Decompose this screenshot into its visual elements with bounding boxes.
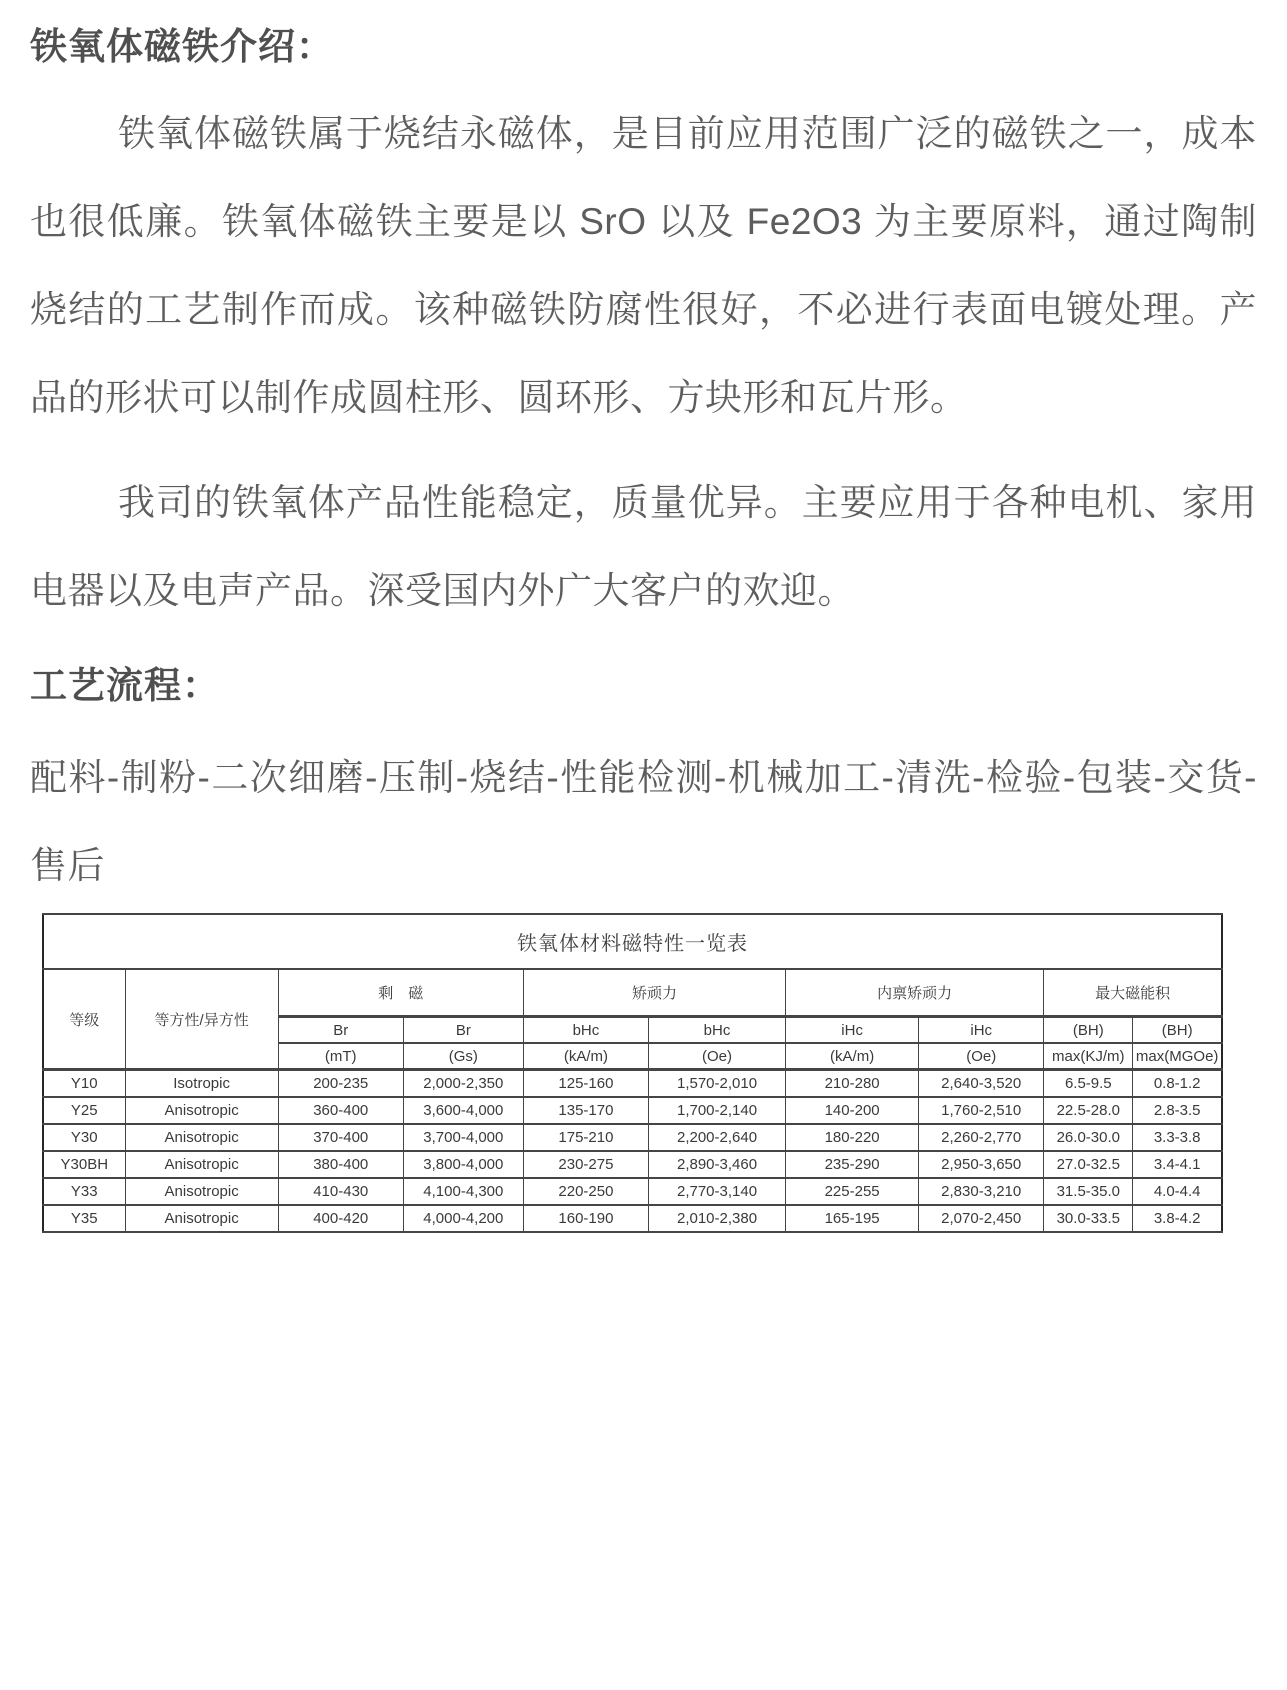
table-cell: 370-400 [278,1124,403,1151]
table-title-row [43,914,1222,969]
table-row [43,1205,1222,1232]
table-cell: 31.5-35.0 [1044,1178,1133,1205]
table-cell: 180-220 [786,1124,919,1151]
col-header-unit: (mT) [278,1043,403,1070]
table-cell: 3.4-4.1 [1133,1151,1222,1178]
table-cell: 2,000-2,350 [403,1070,523,1098]
ferrite-properties-table [42,913,1223,1233]
col-header-unit: (Oe) [648,1043,785,1070]
table-row [43,1178,1222,1205]
table-cell: 3,700-4,000 [403,1124,523,1151]
table-cell: 0.8-1.2 [1133,1070,1222,1098]
table-cell: 3.8-4.2 [1133,1205,1222,1232]
table-cell: 2.8-3.5 [1133,1097,1222,1124]
table-cell: 3,800-4,000 [403,1151,523,1178]
table-cell: Anisotropic [125,1178,278,1205]
table-cell: Anisotropic [125,1097,278,1124]
table-cell: 160-190 [523,1205,648,1232]
table-row [43,1124,1222,1151]
table-cell: 175-210 [523,1124,648,1151]
table-cell: 4.0-4.4 [1133,1178,1222,1205]
table-cell: 2,770-3,140 [648,1178,785,1205]
table-cell: 1,570-2,010 [648,1070,785,1098]
col-header-unit: max(MGOe) [1133,1043,1222,1070]
table-row [43,1097,1222,1124]
table-cell: 2,830-3,210 [919,1178,1044,1205]
col-header-symbol: (BH) [1044,1017,1133,1044]
intro-paragraph-2: 我司的铁氧体产品性能稳定，质量优异。主要应用于各种电机、家用电器以及电声产品。深受国内外广大客户的欢迎。 [30,482,1257,611]
table-cell: 410-430 [278,1178,403,1205]
table-cell: 2,640-3,520 [919,1070,1044,1098]
table-cell: 2,010-2,380 [648,1205,785,1232]
table-cell: 380-400 [278,1151,403,1178]
col-header-symbol: bHc [523,1017,648,1044]
group-header-max-energy-product: 最大磁能积 [1044,969,1222,1017]
table-cell: 2,950-3,650 [919,1151,1044,1178]
intro-paragraph-1: 铁氧体磁铁属于烧结永磁体，是目前应用范围广泛的磁铁之一，成本也很低廉。铁氧体磁铁主要是以 SrO 以及 Fe2O3 为主要原料，通过陶制烧结的工艺制作而成。该种磁铁防腐性很好，不必进行表面电镀处理。产品的形状可以制作成圆柱形、圆环形、方块形和瓦片形。 [30,113,1257,418]
table-cell: 2,200-2,640 [648,1124,785,1151]
table-cell: Anisotropic [125,1151,278,1178]
table-cell: 200-235 [278,1070,403,1098]
col-header-unit: max(KJ/m) [1044,1043,1133,1070]
table-cell: 125-160 [523,1070,648,1098]
group-header-remanence: 剩 磁 [278,969,523,1017]
col-header-symbol: Br [278,1017,403,1044]
table-cell: 210-280 [786,1070,919,1098]
document-body [30,24,1257,1233]
table-cell: 26.0-30.0 [1044,1124,1133,1151]
col-header-unit: (Gs) [403,1043,523,1070]
table-cell: 27.0-32.5 [1044,1151,1133,1178]
table-cell: Isotropic [125,1070,278,1098]
table-cell: Y30 [43,1124,125,1151]
process-flow-text: 配料-制粉-二次细磨-压制-烧结-性能检测-机械加工-清洗-检验-包装-交货-售后 [30,757,1257,886]
table-cell: 400-420 [278,1205,403,1232]
table-cell: 1,700-2,140 [648,1097,785,1124]
table-row [43,1070,1222,1098]
table-cell: 3.3-3.8 [1133,1124,1222,1151]
col-header-symbol: (BH) [1133,1017,1222,1044]
col-header-unit: (Oe) [919,1043,1044,1070]
table-cell: Y35 [43,1205,125,1232]
table-cell: 140-200 [786,1097,919,1124]
table-cell: 2,070-2,450 [919,1205,1044,1232]
table-cell: 30.0-33.5 [1044,1205,1133,1232]
table-cell: 2,890-3,460 [648,1151,785,1178]
table-cell: 235-290 [786,1151,919,1178]
table-cell: 220-250 [523,1178,648,1205]
table-cell: Y30BH [43,1151,125,1178]
group-header-coercivity: 矫顽力 [523,969,785,1017]
table-row [43,1151,1222,1178]
table-cell: 4,000-4,200 [403,1205,523,1232]
table-cell: 4,100-4,300 [403,1178,523,1205]
col-header-symbol: iHc [919,1017,1044,1044]
intro-heading: 铁氧体磁铁介绍： [30,26,334,67]
table-cell: 225-255 [786,1178,919,1205]
col-header-grade: 等级 [43,969,125,1070]
table-cell: 3,600-4,000 [403,1097,523,1124]
col-header-symbol: bHc [648,1017,785,1044]
process-heading: 工艺流程： [30,665,220,706]
table-group-header-row [43,969,1222,1017]
table-cell: 360-400 [278,1097,403,1124]
table-cell: Y10 [43,1070,125,1098]
table-cell: Anisotropic [125,1124,278,1151]
col-header-symbol: iHc [786,1017,919,1044]
table-cell: Anisotropic [125,1205,278,1232]
table-cell: 1,760-2,510 [919,1097,1044,1124]
col-header-unit: (kA/m) [786,1043,919,1070]
table-cell: 165-195 [786,1205,919,1232]
table-cell: Y25 [43,1097,125,1124]
col-header-symbol: Br [403,1017,523,1044]
table-cell: 230-275 [523,1151,648,1178]
table-cell: Y33 [43,1178,125,1205]
col-header-isotropy: 等方性/异方性 [125,969,278,1070]
table-cell: 22.5-28.0 [1044,1097,1133,1124]
table-cell: 135-170 [523,1097,648,1124]
col-header-unit: (kA/m) [523,1043,648,1070]
table-cell: 2,260-2,770 [919,1124,1044,1151]
table-cell: 6.5-9.5 [1044,1070,1133,1098]
group-header-intrinsic-coercivity: 内禀矫顽力 [786,969,1044,1017]
table-title: 铁氧体材料磁特性一览表 [43,914,1222,969]
